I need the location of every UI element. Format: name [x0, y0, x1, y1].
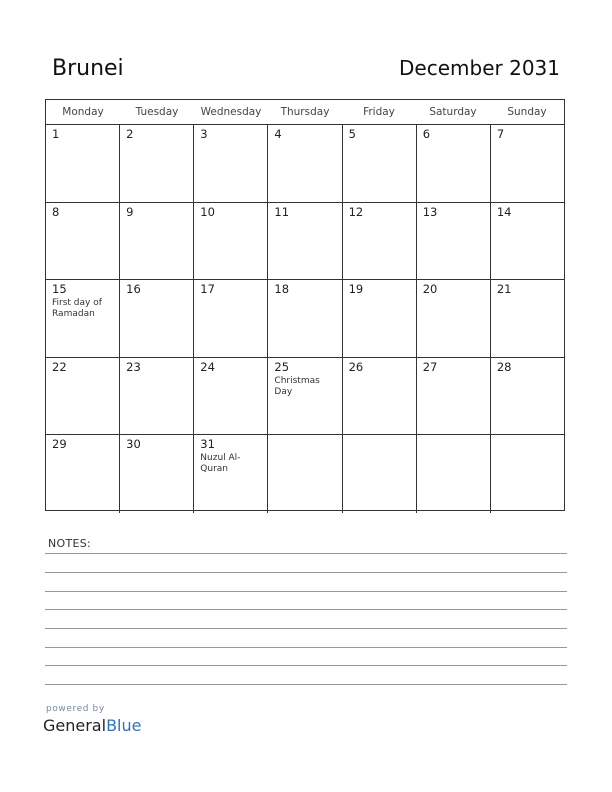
day-cell	[120, 125, 194, 202]
day-cell	[46, 125, 120, 202]
day-number: 10	[200, 204, 215, 219]
weekday-label: Wednesday	[200, 106, 262, 118]
day-cell	[46, 435, 120, 513]
day-number: 31	[200, 437, 215, 452]
day-cell	[491, 358, 564, 435]
weekday-label: Saturday	[429, 106, 477, 118]
notes-line	[45, 684, 567, 685]
day-number: 12	[348, 204, 364, 219]
day-cell	[417, 435, 491, 513]
weekday-label: Sunday	[507, 106, 547, 118]
day-number: 23	[126, 359, 141, 374]
day-cell	[46, 203, 120, 280]
holiday-label: Christmas Day	[274, 375, 320, 397]
day-number: 3	[200, 127, 208, 141]
day-cell	[194, 435, 268, 513]
day-cell	[343, 280, 417, 357]
calendar-grid	[45, 99, 565, 511]
weekday-label: Friday	[363, 106, 395, 118]
day-cell	[46, 358, 120, 435]
brand-general: General	[43, 716, 107, 735]
day-cell	[417, 280, 491, 357]
week-row	[46, 435, 564, 513]
day-number: 20	[422, 282, 438, 297]
day-number: 16	[126, 282, 141, 297]
day-number: 5	[348, 127, 356, 141]
day-number: 8	[52, 204, 60, 219]
day-number: 7	[496, 127, 505, 141]
weekday-label: Tuesday	[135, 106, 179, 118]
month-title: December 2031	[399, 56, 560, 80]
day-number: 26	[348, 359, 364, 374]
day-cell	[343, 358, 417, 435]
notes-line	[45, 553, 567, 554]
day-cell	[194, 203, 268, 280]
day-number: 9	[126, 204, 134, 219]
day-number: 1	[52, 127, 60, 141]
notes-label: NOTES:	[48, 537, 92, 550]
day-number: 4	[274, 127, 282, 141]
day-cell	[268, 358, 342, 435]
day-cell	[120, 358, 194, 435]
weekday-label: Thursday	[280, 106, 330, 118]
day-cell	[343, 203, 417, 280]
day-number: 21	[496, 282, 512, 297]
day-number: 14	[496, 204, 512, 219]
notes-line	[45, 609, 567, 610]
generalblue-logo	[43, 716, 141, 735]
day-number: 28	[496, 359, 512, 374]
day-number: 17	[200, 282, 215, 297]
day-cell	[194, 125, 268, 202]
week-row	[46, 280, 564, 358]
day-number: 18	[274, 282, 290, 297]
day-number: 29	[52, 437, 67, 452]
day-number: 24	[200, 359, 215, 374]
day-cell	[46, 280, 120, 357]
notes-line	[45, 572, 567, 573]
weekday-label: Monday	[62, 106, 104, 118]
day-number: 6	[422, 127, 431, 141]
week-row	[46, 125, 564, 203]
day-cell	[268, 203, 342, 280]
day-cell	[417, 125, 491, 202]
day-cell	[491, 280, 564, 357]
brand-blue: Blue	[106, 716, 142, 735]
day-cell	[120, 435, 194, 513]
day-cell	[268, 435, 342, 513]
notes-line	[45, 628, 567, 629]
day-number: 13	[422, 204, 438, 219]
day-cell	[491, 203, 564, 280]
day-number: 25	[274, 359, 290, 374]
day-cell	[194, 280, 268, 357]
day-number: 11	[274, 204, 290, 219]
weekday-header	[46, 100, 564, 125]
week-row	[46, 203, 564, 281]
day-cell	[491, 435, 564, 513]
day-cell	[417, 203, 491, 280]
holiday-label: First day of Ramadan	[52, 298, 102, 320]
day-number: 2	[126, 127, 134, 141]
day-cell	[268, 280, 342, 357]
day-cell	[120, 280, 194, 357]
notes-line	[45, 647, 567, 648]
day-cell	[417, 358, 491, 435]
powered-by-text: powered by	[46, 704, 105, 714]
notes-line	[45, 591, 567, 592]
notes-line	[45, 665, 567, 666]
day-cell	[268, 125, 342, 202]
day-cell	[343, 435, 417, 513]
day-cell	[343, 125, 417, 202]
day-number: 27	[422, 359, 438, 374]
day-cell	[120, 203, 194, 280]
country-title: Brunei	[52, 56, 124, 81]
week-row	[46, 358, 564, 436]
holiday-label: Nuzul Al-Quran	[200, 453, 241, 475]
day-cell	[194, 358, 268, 435]
day-cell	[491, 125, 564, 202]
day-number: 22	[52, 359, 67, 374]
day-number: 15	[52, 282, 67, 297]
day-number: 19	[348, 282, 364, 297]
day-number: 30	[126, 437, 141, 452]
